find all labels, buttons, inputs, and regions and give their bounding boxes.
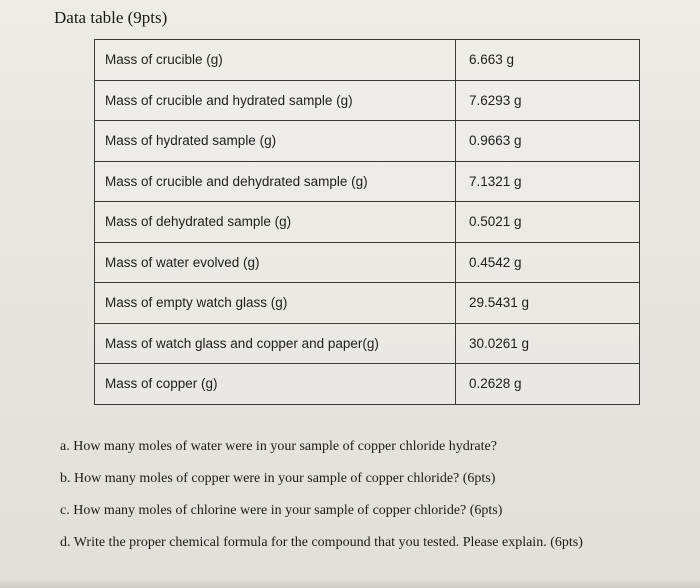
- row-label: Mass of hydrated sample (g): [95, 121, 456, 162]
- page-title: Data table (9pts): [54, 8, 168, 27]
- row-label: Mass of crucible (g): [95, 40, 456, 81]
- row-value: 7.1321 g: [456, 161, 640, 202]
- row-label: Mass of empty watch glass (g): [95, 283, 456, 324]
- table-row: [95, 121, 640, 162]
- row-label: Mass of water evolved (g): [95, 242, 456, 283]
- row-value: 0.2628 g: [456, 364, 640, 405]
- table-row: [95, 161, 640, 202]
- table-row: [95, 40, 640, 81]
- row-value: 6.663 g: [456, 40, 640, 81]
- table-row: [95, 364, 640, 405]
- table-row: [95, 283, 640, 324]
- row-value: 7.6293 g: [456, 80, 640, 121]
- row-label: Mass of dehydrated sample (g): [95, 202, 456, 243]
- question-a: a. How many moles of water were in your sample of copper chloride hydrate?: [60, 439, 497, 454]
- row-label: Mass of crucible and dehydrated sample (g): [95, 161, 456, 202]
- row-value: 0.5021 g: [456, 202, 640, 243]
- question-c: c. How many moles of chlorine were in your sample of copper chloride? (6pts): [60, 503, 503, 518]
- row-label: Mass of watch glass and copper and paper(g): [95, 323, 456, 364]
- page-bottom-shadow: [0, 578, 700, 588]
- row-label: Mass of copper (g): [95, 364, 456, 405]
- table-row: [95, 80, 640, 121]
- row-value: 30.0261 g: [456, 323, 640, 364]
- row-value: 29.5431 g: [456, 283, 640, 324]
- table-row: [95, 323, 640, 364]
- row-label: Mass of crucible and hydrated sample (g): [95, 80, 456, 121]
- question-list: [60, 436, 680, 564]
- question-d: d. Write the proper chemical formula for the compound that you tested. Please explain. (6pts): [60, 535, 583, 550]
- data-table: [94, 39, 640, 405]
- table-row: [95, 242, 640, 283]
- table-row: [95, 202, 640, 243]
- row-value: 0.4542 g: [456, 242, 640, 283]
- question-b: b. How many moles of copper were in your sample of copper chloride? (6pts): [60, 471, 496, 486]
- row-value: 0.9663 g: [456, 121, 640, 162]
